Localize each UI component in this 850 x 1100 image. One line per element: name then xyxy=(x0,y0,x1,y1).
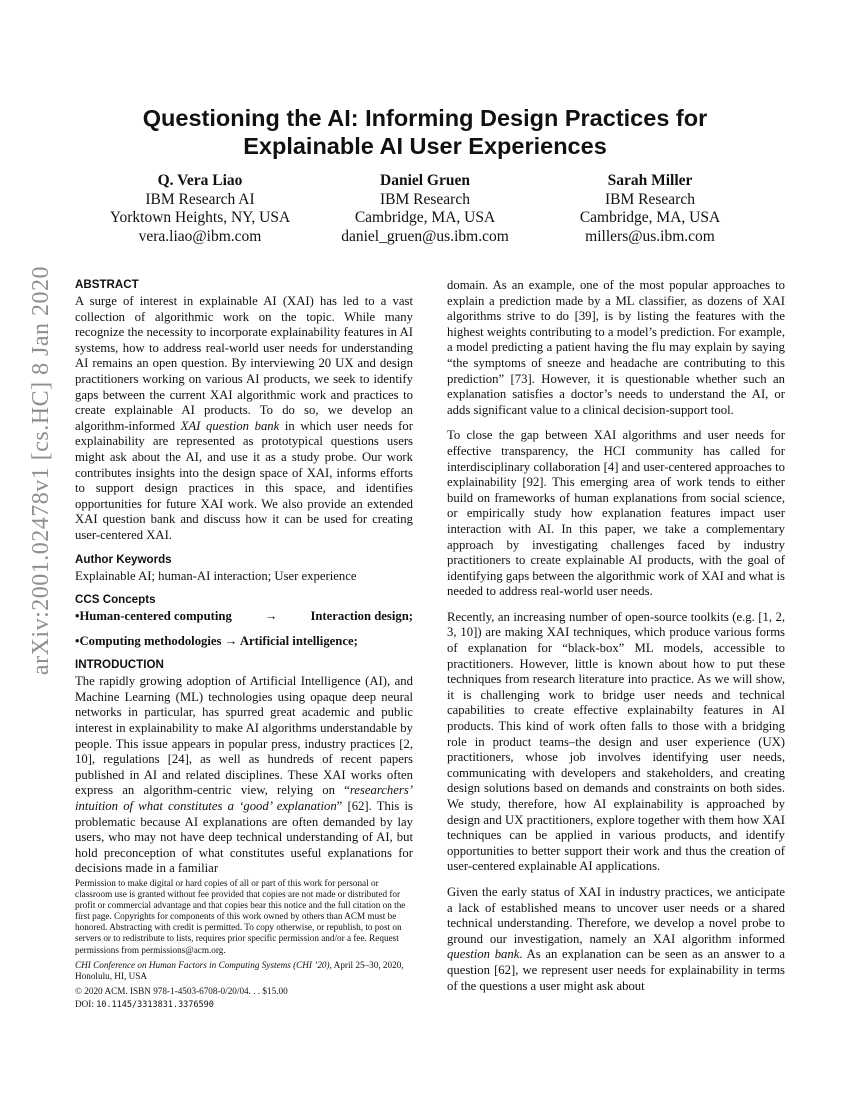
arxiv-sidebar xyxy=(22,265,62,675)
doi-link[interactable]: 10.1145/3313831.3376590 xyxy=(96,999,214,1010)
author-location: Cambridge, MA, USA xyxy=(579,209,721,226)
abstract-heading: ABSTRACT xyxy=(75,278,139,291)
title-line-2: Explainable AI User Experiences xyxy=(243,133,607,159)
title-line-1: Questioning the AI: Informing Design Practices for xyxy=(142,105,708,131)
author-affiliation: IBM Research AI xyxy=(145,190,255,208)
right-paragraph-3: Recently, an increasing number of open-source toolkits (e.g. [1, 2, 3, 10]) are making XAI techniques, which produce various forms of explanation for “black-box” ML models, accessible to practitioners. However, little is known about how to put these techniques from research literature into practice. As we will show, it is challenging work to bridge user needs and technical capabilities to create effective explainabilty features in AI products. This kind of work often falls to those with a bridging role in product teams–the design and user experience (UX) practitioners, whose job involves identifying user needs, communicating with developers and stakeholders, and creating design solutions based on demands and constraints on both sides. We study, therefore, how AI explainability is approached by design and UX practitioners, explore together with them how XAI techniques can be applied in various products, and identify opportunities to better support their work and thus the creation of user-centered explainable AI applications. xyxy=(447,609,785,874)
conference-info: CHI Conference on Human Factors in Computing Systems (CHI ’20), April 25–30, 2020, Honolulu, HI, USA xyxy=(75,959,404,981)
author-email: daniel_gruen@us.ibm.com xyxy=(341,227,509,245)
author-email: vera.liao@ibm.com xyxy=(138,227,262,245)
copyright-isbn: © 2020 ACM. ISBN 978-1-4503-6708-0/20/04. . . $15.00 xyxy=(75,985,288,996)
keywords-section xyxy=(75,553,413,585)
right-paragraph-4: Given the early status of XAI in industry practices, we anticipate a lack of established means to uncover user needs or a shared technical understanding. Therefore, we develop a novel probe to ground our investigation, namely an XAI algorithm informed question bank. As an explanation can be seen as an answer to a question [62], we represent user needs for explainability in terms of the questions a user might ask about xyxy=(447,884,785,993)
doi-line: DOI: 10.1145/3313831.3376590 xyxy=(75,998,214,1010)
author-1 xyxy=(80,172,320,246)
introduction-heading: INTRODUCTION xyxy=(75,658,164,672)
author-name: Daniel Gruen xyxy=(380,172,470,189)
copyright-footnote xyxy=(75,878,415,1015)
author-location: Yorktown Heights, NY, USA xyxy=(109,209,291,226)
permission-notice: Permission to make digital or hard copies of all or part of this work for personal or classroom use is granted without fee provided that copies are not made or distributed for profit or commercial advantage and that copies bear this notice and the full citation on the first page. Copyrights for components of this work owned by others than ACM must be honored. Abstracting with credit is permitted. To copy otherwise, or republish, to post on servers or to redistribute to lists, requires prior specific permission and/or a fee. Request permissions from permissions@acm.org. xyxy=(75,878,406,955)
author-name: Sarah Miller xyxy=(607,172,693,189)
abstract-text: A surge of interest in explainable AI (XAI) has led to a vast collection of algorithmic work on the topic. While many recognize the necessity to incorporate explainability features in AI systems, how to address real-world user needs for understanding AI remains an open question. By interviewing 20 UX and design practitioners working on various AI products, we seek to identify gaps between the current XAI algorithmic work and practices to create explainable AI products. To do so, we develop an algorithm-informed XAI question bank in which user needs for explainability are represented as prototypical questions users might ask about the AI, and use it as a study probe. Our work contributes insights into the design space of XAI, informs efforts to support design practices in this space, and identifies opportunities for future XAI work. We also provide an extended XAI question bank and discuss how it can be used for creating user-centered XAI. xyxy=(75,294,413,542)
right-paragraph-1: domain. As an example, one of the most popular approaches to explain a prediction made by a ML classifier, as dozens of XAI algorithms strive to do [39], is by listing the features with the highest weights contributing to a model’s prediction. For example, a model predicting a patient having the flu may explain by saying “the symptoms of sneeze and headache are contributing to this prediction” [73]. However, it is questionable whether such an explanation satisfies a doctor’s needs to understand the AI, or adds significant value to a clinical decision-support tool. xyxy=(447,278,785,417)
ccs-line-2: •Computing methodologies → Artificial intelligence; xyxy=(75,633,358,648)
ccs-line-1: •Human-centered computing → Interaction design; xyxy=(75,609,413,624)
keywords-heading: Author Keywords xyxy=(75,552,172,566)
right-paragraph-2: To close the gap between XAI algorithms and user needs for effective transparency, the HCI community has called for interdisciplinary collaboration [4] and user-centered approaches to explainability [92]. This emerging area of work tends to either build on frameworks of human explanations from social science, or empirically study how explanation features impact user interaction with AI. In this paper, we take a complementary approach by investigating challenges faced by industry practitioners to create explainable AI products, with the goal of identifying gaps between the algorithmic work of XAI and what is needed to address real-world user needs. xyxy=(447,428,785,599)
paper-title xyxy=(80,104,770,160)
author-location: Cambridge, MA, USA xyxy=(354,209,496,226)
author-affiliation: IBM Research xyxy=(605,190,695,208)
author-2 xyxy=(305,172,545,246)
author-affiliation: IBM Research xyxy=(380,190,470,208)
ccs-section xyxy=(75,593,413,649)
arxiv-identifier: arXiv:2001.02478v1 [cs.HC] 8 Jan 2020 xyxy=(28,265,55,675)
author-email: millers@us.ibm.com xyxy=(585,227,715,245)
ccs-heading: CCS Concepts xyxy=(75,593,156,607)
keywords-text: Explainable AI; human-AI interaction; User experience xyxy=(75,568,357,583)
left-column xyxy=(75,278,413,886)
abstract-section xyxy=(75,278,413,544)
right-column xyxy=(447,278,785,1004)
author-3 xyxy=(530,172,770,246)
introduction-section xyxy=(75,658,413,877)
author-name: Q. Vera Liao xyxy=(157,172,243,189)
introduction-text: The rapidly growing adoption of Artificial Intelligence (AI), and Machine Learning (ML) technologies using opaque deep neural networks in particular, has spurred great academic and public interest in explainability to make AI algorithms understandable by people. This issue appears in popular press, industry practices [2, 10], regulations [24], as well as hundreds of recent papers published in AI and related disciplines. These XAI works often express an algorithm-centric view, relying on “researchers’ intuition of what constitutes a ‘good’ explanation” [62]. This is problematic because AI explanations are often demanded by lay users, who may not have deep technical understanding of AI, but hold preconception of what constitutes useful explanations for decisions made in a familiar xyxy=(75,674,413,876)
